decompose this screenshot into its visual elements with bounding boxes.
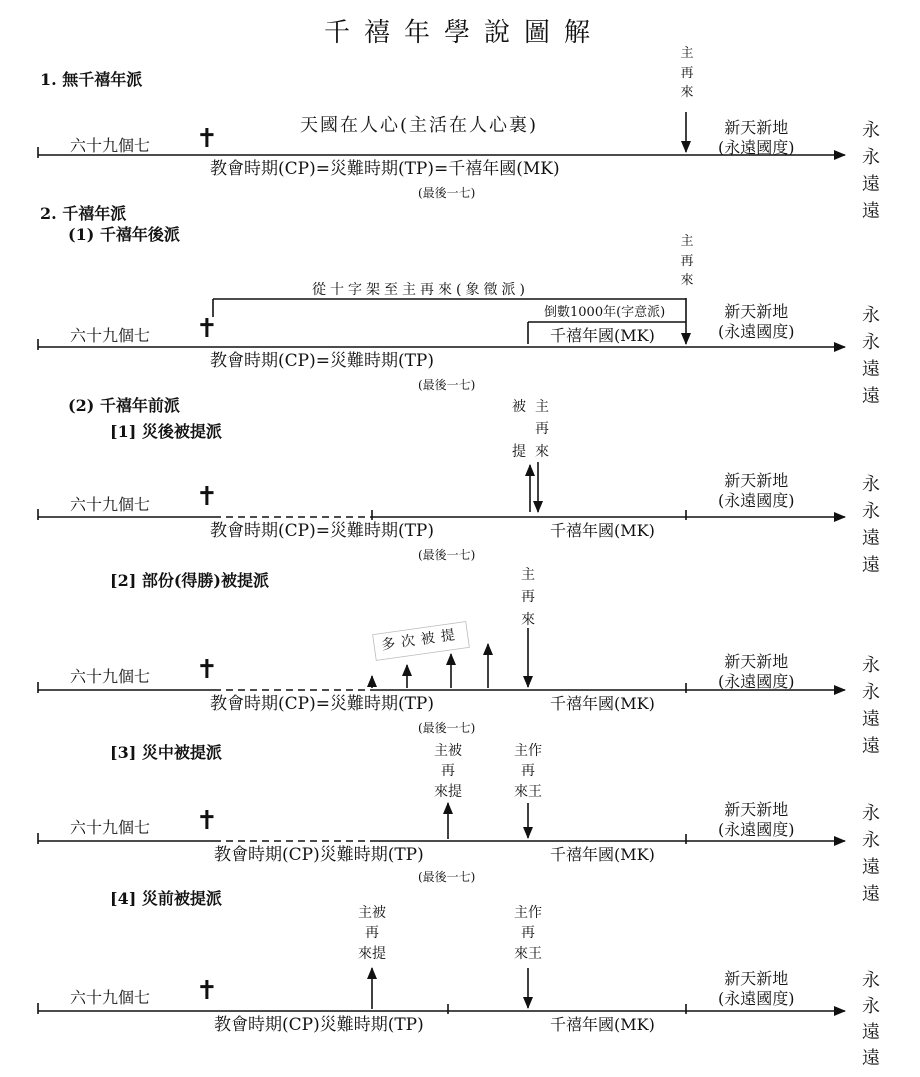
forever-4: 永 永 遠 遠 bbox=[862, 655, 880, 757]
era-line-3: 教會時期(CP)=災難時期(TP) bbox=[210, 521, 434, 541]
sixty-nine-sevens-6: 六十九個七 bbox=[70, 988, 151, 1007]
last-seven-5: (最後一七) bbox=[418, 870, 476, 884]
section-heading-posttrib: [1] 災後被提派 bbox=[110, 422, 222, 441]
era-line-4: 教會時期(CP)=災難時期(TP) bbox=[210, 694, 434, 714]
mk-label-5: 千禧年國(MK) bbox=[550, 845, 655, 864]
king-box-5: 主作 再 來王 bbox=[504, 741, 552, 802]
return-label-3: 主 再 來 bbox=[535, 399, 549, 460]
forever-2: 永 永 遠 遠 bbox=[862, 305, 880, 407]
section-heading-amillennial: 1. 無千禧年派 bbox=[40, 70, 143, 89]
last-seven-1: (最後一七) bbox=[418, 186, 476, 200]
last-seven-3: (最後一七) bbox=[418, 548, 476, 562]
forever-5: 永 永 遠 遠 bbox=[862, 803, 880, 905]
new-heaven-1: 新天新地 (永遠國度) bbox=[718, 118, 795, 157]
last-seven-2: (最後一七) bbox=[418, 378, 476, 392]
return-label-2: 主 再 來 bbox=[680, 234, 694, 288]
sixty-nine-sevens-3: 六十九個七 bbox=[70, 495, 151, 514]
section-heading-partial: [2] 部份(得勝)被提派 bbox=[110, 571, 269, 590]
section-heading-premillennial: (2) 千禧年前派 bbox=[68, 396, 180, 415]
new-heaven-6: 新天新地 (永遠國度) bbox=[718, 969, 795, 1008]
forever-3: 永 永 遠 遠 bbox=[862, 474, 880, 576]
return-label-4: 主 再 來 bbox=[521, 567, 535, 628]
rapture-box-5: 主被 再 來提 bbox=[424, 741, 472, 802]
mk-label-4: 千禧年國(MK) bbox=[550, 694, 655, 713]
forever-1: 永 永 遠 遠 bbox=[862, 120, 880, 222]
section-heading-postmillennial: (1) 千禧年後派 bbox=[68, 225, 180, 244]
sixty-nine-sevens-4: 六十九個七 bbox=[70, 667, 151, 686]
sixty-nine-sevens-1: 六十九個七 bbox=[70, 136, 151, 155]
literal-label: 倒數1000年(字意派) bbox=[544, 305, 666, 320]
sixty-nine-sevens-5: 六十九個七 bbox=[70, 818, 151, 837]
king-box-6: 主作 再 來王 bbox=[504, 903, 552, 964]
mk-label-3: 千禧年國(MK) bbox=[550, 521, 655, 540]
era-line-1: 教會時期(CP)=災難時期(TP)=千禧年國(MK) bbox=[210, 159, 560, 179]
rapture-box-6: 主被 再 來提 bbox=[348, 903, 396, 964]
cross-icon: ✝ bbox=[196, 482, 218, 512]
cross-icon: ✝ bbox=[196, 976, 218, 1006]
kingdom-in-heart: 天國在人心(主活在人心裏) bbox=[300, 115, 539, 136]
multi-rapture-label: 多次被提 bbox=[380, 626, 462, 654]
page-title: 千禧年學說圖解 bbox=[324, 18, 605, 48]
new-heaven-2: 新天新地 (永遠國度) bbox=[718, 302, 795, 341]
last-seven-4: (最後一七) bbox=[418, 721, 476, 735]
cross-icon: ✝ bbox=[196, 314, 218, 344]
era-line-2: 教會時期(CP)=災難時期(TP) bbox=[210, 351, 434, 371]
new-heaven-3: 新天新地 (永遠國度) bbox=[718, 471, 795, 510]
return-label-1: 主 再 來 bbox=[680, 46, 694, 100]
cross-icon: ✝ bbox=[196, 655, 218, 685]
forever-6: 永 永 遠 遠 bbox=[862, 970, 880, 1070]
mk-label-6: 千禧年國(MK) bbox=[550, 1015, 655, 1034]
cross-icon: ✝ bbox=[196, 124, 218, 154]
era-line-6: 教會時期(CP)災難時期(TP) bbox=[214, 1015, 424, 1035]
section-heading-pretrib: [4] 災前被提派 bbox=[110, 889, 222, 908]
rapture-label-3: 被 提 bbox=[512, 399, 526, 460]
symbolic-label: 從十字架至主再來(象徵派) bbox=[312, 282, 529, 298]
new-heaven-5: 新天新地 (永遠國度) bbox=[718, 800, 795, 839]
mk-label-2: 千禧年國(MK) bbox=[550, 326, 655, 345]
era-line-5: 教會時期(CP)災難時期(TP) bbox=[214, 845, 424, 865]
section-heading-millennial: 2. 千禧年派 bbox=[40, 204, 127, 223]
cross-icon: ✝ bbox=[196, 806, 218, 836]
section-heading-midtrib: [3] 災中被提派 bbox=[110, 743, 222, 762]
sixty-nine-sevens-2: 六十九個七 bbox=[70, 326, 151, 345]
new-heaven-4: 新天新地 (永遠國度) bbox=[718, 652, 795, 691]
